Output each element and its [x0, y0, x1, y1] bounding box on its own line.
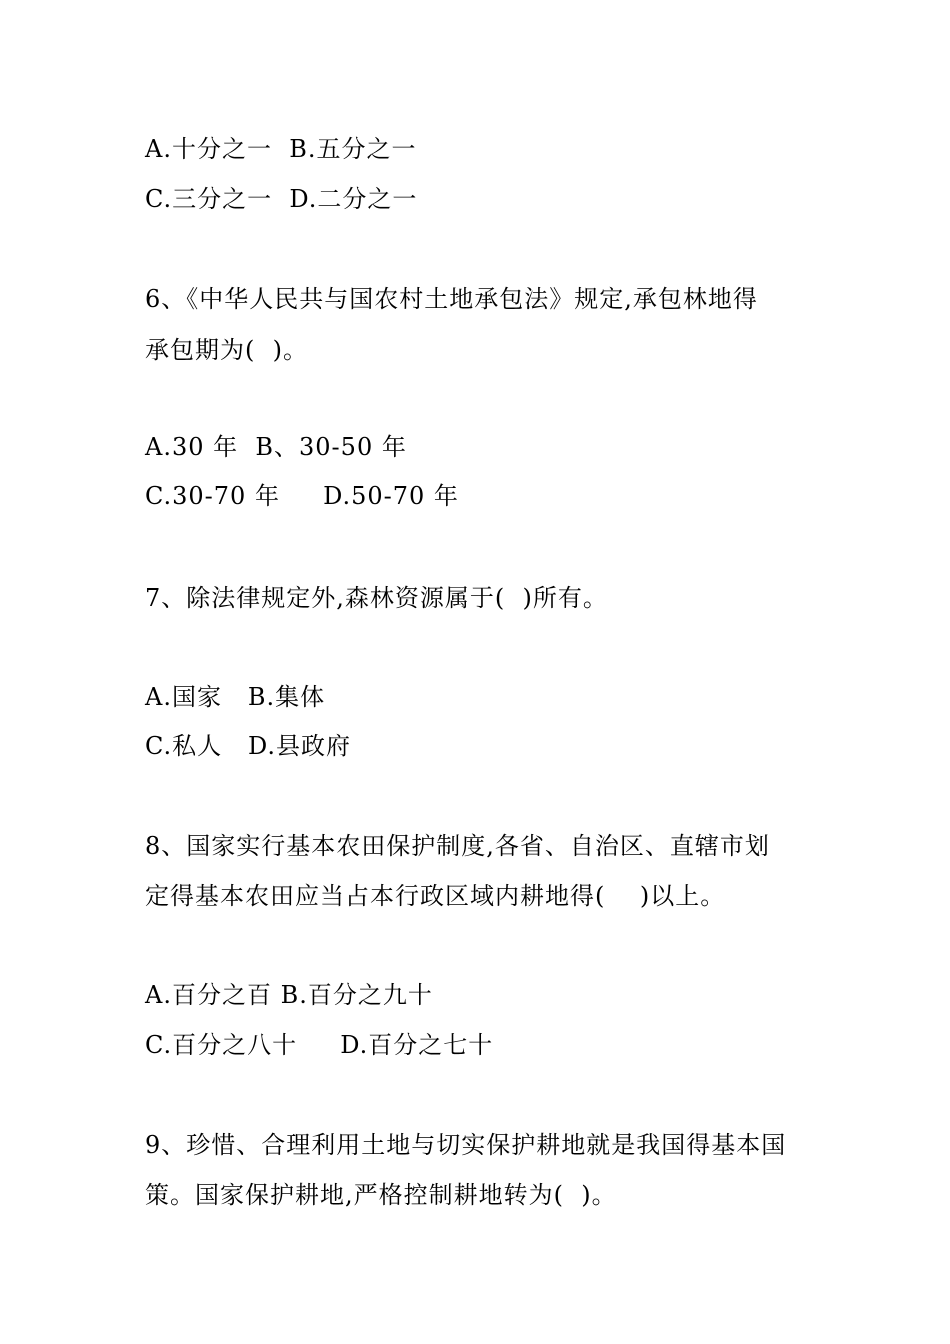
q8-text-line-1: 8、国家实行基本农田保护制度,各省、自治区、直辖市划: [145, 832, 770, 860]
q6-text-line-1: 6、《中华人民共与国农村土地承包法》规定,承包林地得: [145, 285, 758, 313]
q7-options-ab: A.国家 B.集体: [145, 683, 326, 711]
q6-options-cd: C.30-70 年 D.50-70 年: [145, 482, 459, 510]
q6-options-ab: A.30 年 B、30-50 年: [145, 433, 407, 461]
q8-options-cd: C.百分之八十 D.百分之七十: [145, 1031, 494, 1059]
q5-options-ab: A.十分之一 B.五分之一: [145, 135, 417, 163]
q8-text-line-2: 定得基本农田应当占本行政区域内耕地得( )以上。: [145, 882, 726, 910]
q6-text-line-2: 承包期为( )。: [145, 336, 308, 364]
q5-options-cd: C.三分之一 D.二分之一: [145, 185, 418, 213]
q9-text-line-2: 策。国家保护耕地,严格控制耕地转为( )。: [145, 1181, 617, 1209]
q7-text: 7、除法律规定外,森林资源属于( )所有。: [145, 584, 608, 612]
q7-options-cd: C.私人 D.县政府: [145, 732, 352, 760]
q9-text-line-1: 9、珍惜、合理利用土地与切实保护耕地就是我国得基本国: [145, 1131, 787, 1159]
q8-options-ab: A.百分之百 B.百分之九十: [145, 981, 433, 1009]
